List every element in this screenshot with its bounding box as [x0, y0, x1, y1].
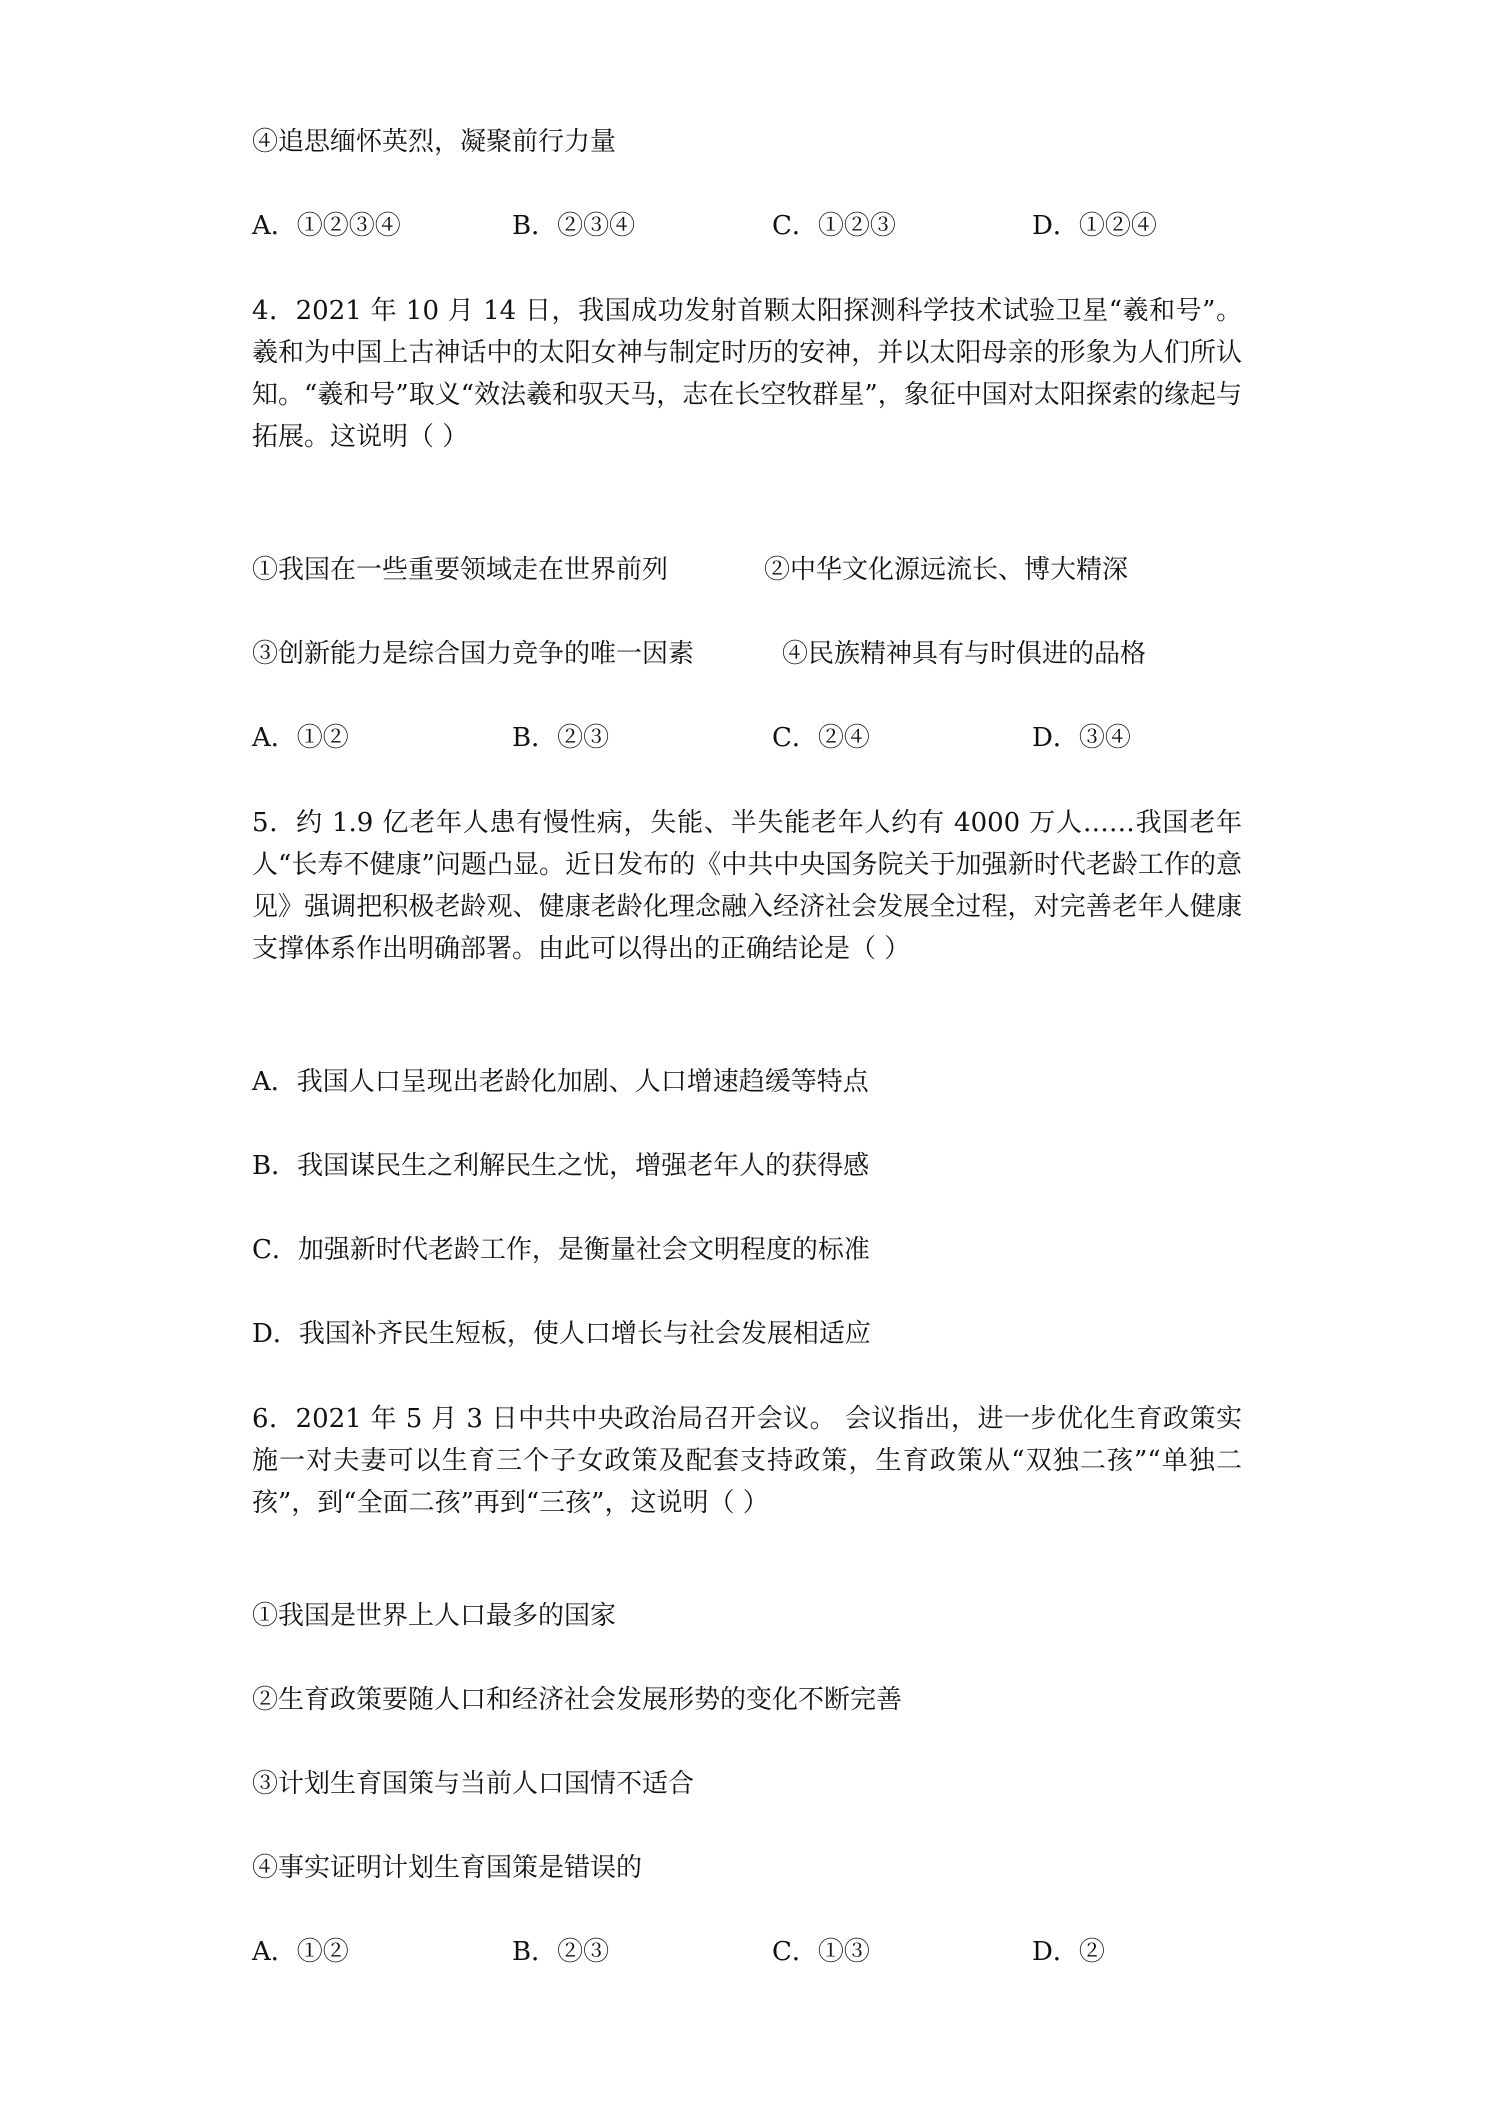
- q6-item-3: ③计划生育国策与当前人口国情不适合: [252, 1769, 695, 1799]
- q5-stem: 5．约 1.9 亿老年人患有慢性病，失能、半失能老年人约有 4000 万人……我国老年人“长寿不健康”问题凸显。近日发布的《中共中央国务院关于加强新时代老龄工作的意见》强调把积极老龄观、健康老龄化理念融入经济社会发展全过程，对完善老年人健康支撑体系作出明确部署。由此可以得出的正确结论是（ ）: [252, 808, 1242, 964]
- q6-option-a: A．①②: [252, 1937, 349, 1967]
- q3-options: [252, 208, 1252, 244]
- q6-option-b: B．②③: [512, 1937, 610, 1967]
- q4-options: [252, 720, 1252, 756]
- q4-option-d: D．③④: [1032, 723, 1131, 753]
- q4-items-row-1: [252, 552, 1252, 588]
- q3-option-a: A．①②③④: [252, 211, 401, 241]
- q6-item-1: ①我国是世界上人口最多的国家: [252, 1601, 617, 1631]
- q4-item-4: ④民族精神具有与时俱进的品格: [782, 639, 1147, 669]
- q6-item-2: ②生育政策要随人口和经济社会发展形势的变化不断完善: [252, 1685, 903, 1715]
- q4-option-c: C．②④: [772, 723, 870, 753]
- q6-item-4: ④事实证明计划生育国策是错误的: [252, 1853, 643, 1883]
- q6-option-c: C．①③: [772, 1937, 870, 1967]
- q4-option-b: B．②③: [512, 723, 610, 753]
- q6-stem: 6．2021 年 5 月 3 日中共中央政治局召开会议。 会议指出，进一步优化生育政策实施一对夫妻可以生育三个子女政策及配套支持政策，生育政策从“双独二孩”“单独二孩”，到“全面二孩”再到“三孩”，这说明（ ）: [252, 1404, 1242, 1518]
- q3-item-4: ④追思缅怀英烈，凝聚前行力量: [252, 127, 617, 157]
- q4-stem: 4．2021 年 10 月 14 日，我国成功发射首颗太阳探测科学技术试验卫星“羲和号”。羲和为中国上古神话中的太阳女神与制定时历的安神，并以太阳母亲的形象为人们所认知。“羲和号”取义“效法羲和驭天马，志在长空牧群星”，象征中国对太阳探索的缘起与拓展。这说明（ ）: [252, 296, 1242, 452]
- q4-item-2: ②中华文化源远流长、博大精深: [764, 555, 1129, 585]
- q4-item-1: ①我国在一些重要领域走在世界前列: [252, 555, 669, 585]
- q5-option-b: B．我国谋民生之利解民生之忧，增强老年人的获得感: [252, 1151, 870, 1181]
- q5-option-d: D．我国补齐民生短板，使人口增长与社会发展相适应: [252, 1319, 871, 1349]
- q5-option-a: A．我国人口呈现出老龄化加剧、人口增速趋缓等特点: [252, 1067, 869, 1097]
- q4-option-a: A．①②: [252, 723, 349, 753]
- q3-option-b: B．②③④: [512, 211, 636, 241]
- q3-option-c: C．①②③: [772, 211, 896, 241]
- q4-items-row-2: [252, 636, 1252, 672]
- q4-item-3: ③创新能力是综合国力竞争的唯一因素: [252, 639, 695, 669]
- q6-option-d: D．②: [1032, 1937, 1105, 1967]
- q6-options: [252, 1934, 1252, 1970]
- q5-option-c: C．加强新时代老龄工作，是衡量社会文明程度的标准: [252, 1235, 870, 1265]
- q3-option-d: D．①②④: [1032, 211, 1157, 241]
